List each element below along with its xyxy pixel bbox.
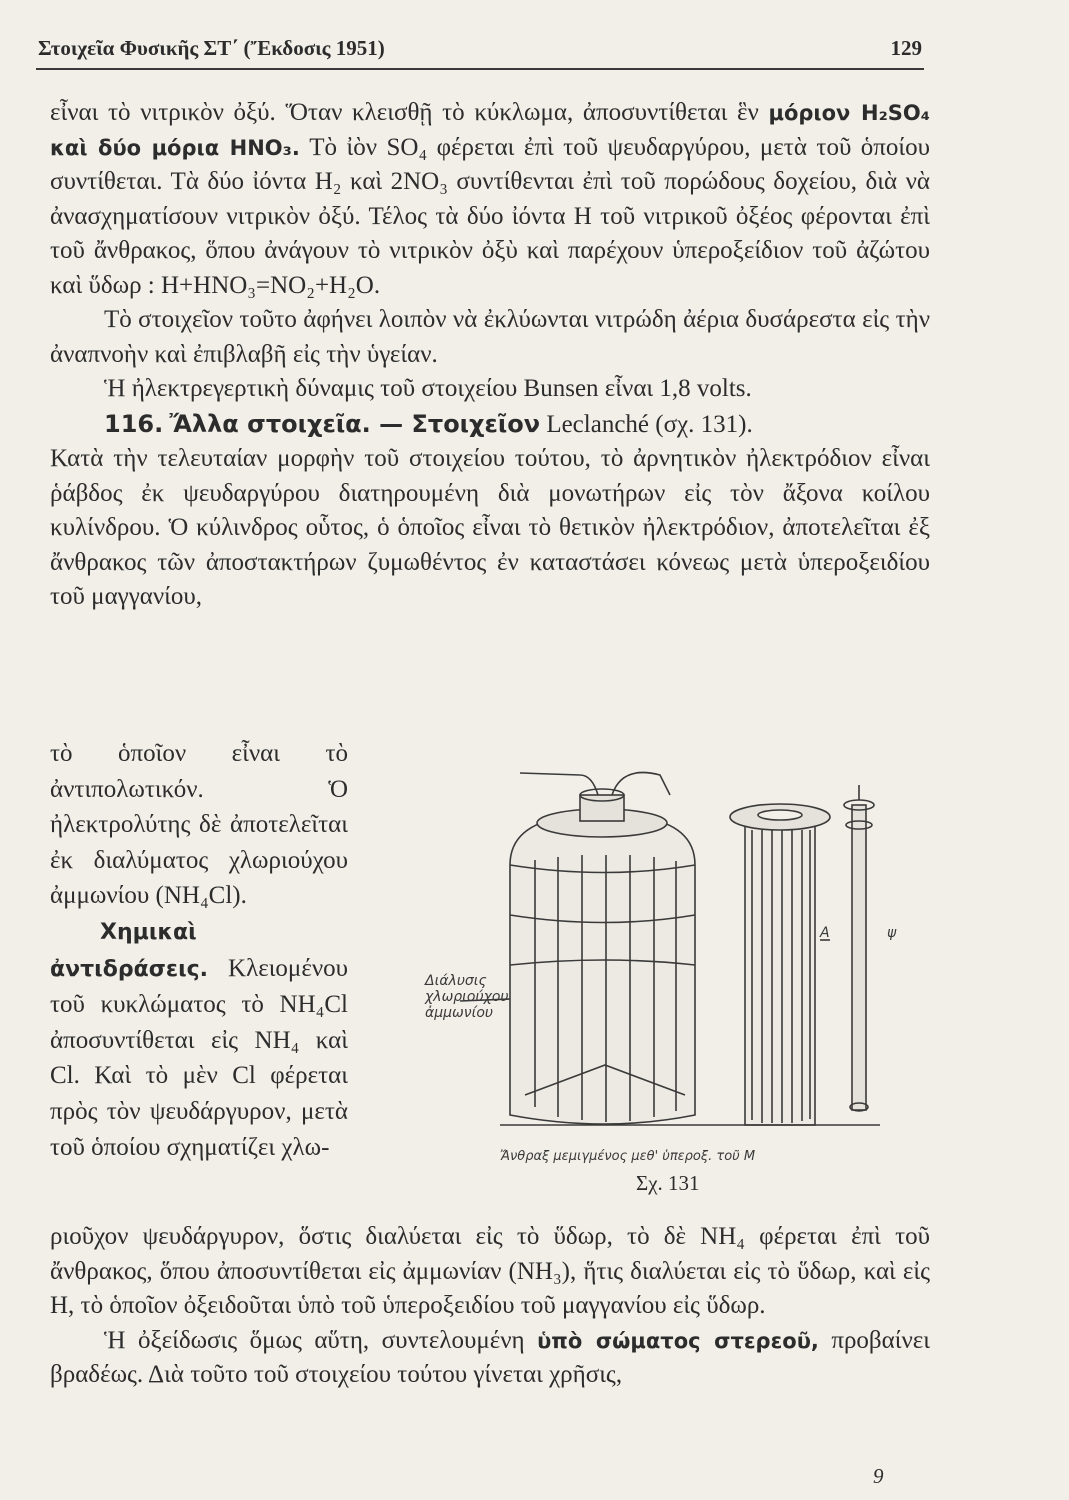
paragraph-bunsen-reactions: εἶναι τὸ νιτρικὸν ὀξύ. Ὅταν κλεισθῇ τὸ κύκλωμα, ἀποσυντίθεται ἓν μόριον H₂SO₄ καὶ δύο μόρια HNO₃. Τὸ ἰὸν SO₄ φέρεται ἐπὶ τοῦ ψευδαργύρου, μετὰ τοῦ ὁποίου συντίθεται. Τὰ δύο ἰόντα H₂ καὶ 2NO₃ συντίθενται ἐπὶ τοῦ πορώδους δοχείου, διὰ νὰ ἀνασχηματίσουν νιτρικὸν ὀξύ. Τέλος τὰ δύο ἰόντα H τοῦ νιτρικοῦ ὀξέος φέρονται ἐπὶ τοῦ ἄνθρακος, ὅπου ἀνάγουν τὸ νιτρικὸν ὀξὺ καὶ παρέχουν ὑπεροξείδιον τοῦ ἀζώτου καὶ ὕδωρ : H+HNO₃=NO₂+H₂O. — [50, 99, 931, 299]
running-header — [36, 34, 924, 70]
label-solution-3: ἀμμωνίου — [425, 1005, 493, 1021]
paragraph-zinc-chloride: ριοῦχον ψευδάργυρον, ὅστις διαλύεται εἰς τὸ ὕδωρ, τὸ δὲ NH₄ φέρεται ἐπὶ τοῦ ἄνθρακος, ὅπου ἀποσυντίθεται εἰς ἀμμωνίαν (NH₃), ἥτις διαλύεται εἰς τὸ ὕδωρ, καὶ εἰς H, τὸ ὁποῖον ὀξειδοῦται ὑπὸ τοῦ ὑπεροξειδίου τοῦ μαγγανίου εἰς ὕδωρ. — [50, 1223, 930, 1319]
upper-text — [50, 96, 930, 615]
bold-molecules: μόριον H₂SO₄ καὶ δύο μόρια HNO₃. — [50, 101, 930, 160]
section-name: Leclanché (σχ. 131). — [540, 410, 753, 438]
paragraph-gases: Τὸ στοιχεῖον τοῦτο ἀφήνει λοιπὸν νὰ ἐκλύωνται νιτρώδη ἀέρια δυσάρεστα εἰς τὴν ἀναπνοὴν καὶ ἐπιβλαβῆ εἰς τὴν ὑγείαν. — [50, 306, 930, 368]
section-116 — [50, 407, 930, 443]
paragraph-emf: Ἡ ἠλεκτρεγερτικὴ δύναμις τοῦ στοιχείου Bunsen εἶναι 1,8 volts. — [104, 375, 752, 402]
figure-caption: Σχ. 131 — [636, 1171, 700, 1195]
left-column — [50, 736, 348, 1165]
section-heading: Ἄλλα στοιχεῖα. — Στοιχεῖον — [169, 409, 541, 438]
paragraph-leclanche: Κατὰ τὴν τελευταίαν μορφὴν τοῦ στοιχείου τούτου, τὸ ἀρνητικὸν ἠλεκτρόδιον εἶναι ῥάβδος ἐκ ψευδαργύρου διατηρουμένη διὰ μονωτήρων εἰς τὸν ἄξονα κοίλου κυλίνδρου. Ὁ κύλινδρος οὗτος, ὁ ὁποῖος εἶναι τὸ θετικὸν ἠλεκτρόδιον, ἀποτελεῖται ἐξ ἄνθρακος τῶν ἀποστακτήρων ζυμωθέντος ἐν καταστάσει κόνεως μετὰ ὑπεροξειδίου τοῦ μαγγανίου, — [50, 445, 930, 610]
leclanche-cell-drawing — [360, 765, 935, 1205]
label-solution-1: Διάλυσις — [425, 973, 487, 989]
figure-131 — [360, 765, 935, 1205]
paragraph-oxidation: Ἡ ὀξείδωσις ὅμως αὕτη, συντελουμένη ὑπὸ σώματος στερεοῦ, προβαίνει βραδέως. Διὰ τοῦτο τοῦ στοιχείου τούτου γίνεται χρῆσις, — [50, 1326, 930, 1388]
label-a: A — [820, 925, 830, 941]
label-solution-2: χλωριούχου — [425, 989, 509, 1005]
paragraph-chemistry: Χημικαὶ ἀντιδράσεις. Κλειομένου τοῦ κυκλώματος τὸ NH₄Cl ἀποσυντίθεται εἰς NH₄ καὶ Cl. Καὶ τὸ μὲν Cl φέρεται πρὸς τὸν ψευδάργυρον, μετὰ τοῦ ὁποίου σχηματίζει χλω- — [50, 919, 348, 1161]
page-number: 129 — [890, 36, 922, 60]
paragraph-electrolyte: τὸ ὁποῖον εἶναι τὸ ἀντιπολωτικόν. Ὁ ἠλεκτρολύτης δὲ ἀποτελεῖται ἐκ διαλύματος χλωριούχου ἀμμωνίου (NH₄Cl). — [50, 740, 348, 910]
lower-text — [50, 1220, 930, 1393]
chem-heading: Χημικαὶ ἀντιδράσεις. — [50, 919, 209, 982]
section-number: 116. — [104, 409, 164, 438]
running-title: Στοιχεῖα Φυσικῆς ΣΤ΄ (Ἔκδοσις 1951) — [38, 36, 385, 60]
label-carbon: Ἄνθραξ μεμιγμένος μεθ' ὑπεροξ. τοῦ Μ — [500, 1149, 756, 1164]
signature-mark: 9 — [873, 1464, 884, 1488]
bold-solid-body: ὑπὸ σώματος στερεοῦ, — [537, 1328, 819, 1353]
label-psi: ψ — [887, 925, 897, 941]
